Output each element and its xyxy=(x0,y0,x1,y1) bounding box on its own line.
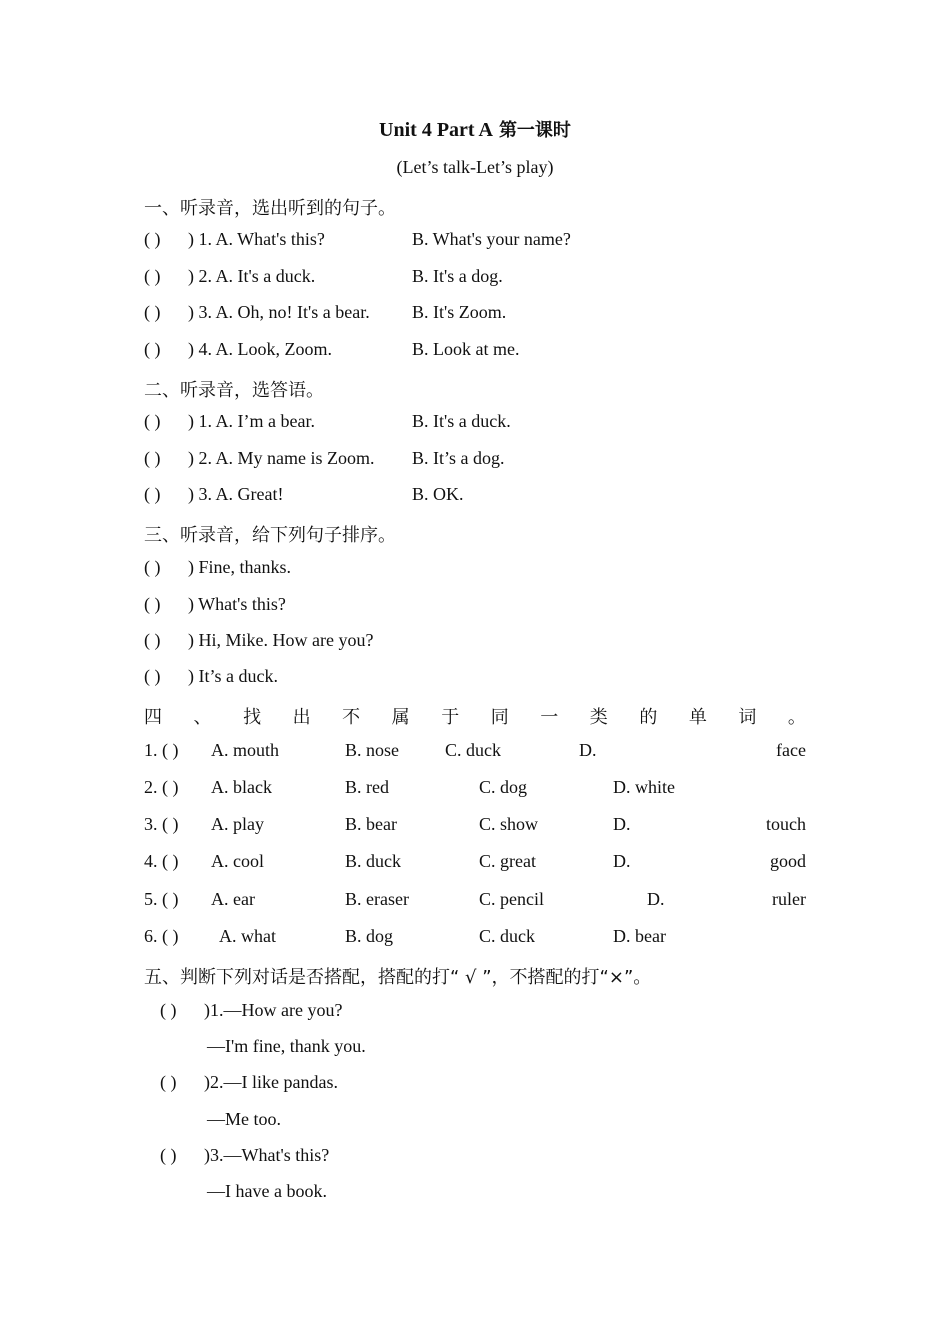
page-subtitle: (Let’s talk-Let’s play) xyxy=(396,157,554,177)
heading-char: 类 xyxy=(589,707,608,728)
option-b: B. It's a dog. xyxy=(412,266,503,286)
question-number[interactable]: 6. ( ) xyxy=(144,926,179,946)
answer-blank[interactable]: ( ) xyxy=(144,484,161,504)
heading-char: 的 xyxy=(639,707,658,728)
heading-char: 于 xyxy=(441,707,460,728)
option-a: ) 1. A. I’m a bear. xyxy=(188,411,315,431)
heading-char: 一 xyxy=(540,707,559,728)
section4-question xyxy=(144,814,806,838)
answer-blank[interactable]: ( ) xyxy=(144,557,161,577)
section4-question xyxy=(144,926,806,950)
option-a: A. ear xyxy=(211,889,255,909)
option-d: D. xyxy=(613,851,631,871)
option-b: B. It's Zoom. xyxy=(412,302,507,322)
section4-question xyxy=(144,740,806,764)
option-a: ) 1. A. What's this? xyxy=(188,229,325,249)
heading-char: 找 xyxy=(243,707,262,728)
option-b: B. duck xyxy=(345,851,401,871)
option-b: B. bear xyxy=(345,814,397,834)
option-b: B. eraser xyxy=(345,889,409,909)
question-number[interactable]: 4. ( ) xyxy=(144,851,179,871)
answer-blank[interactable]: ( ) xyxy=(144,339,161,359)
option-d-word: ruler xyxy=(772,889,806,909)
option-a: A. play xyxy=(211,814,264,834)
option-c: C. dog xyxy=(479,777,528,797)
dialogue-response: —I'm fine, thank you. xyxy=(207,1036,366,1056)
option-b: B. What's your name? xyxy=(412,229,571,249)
answer-blank[interactable]: ( ) xyxy=(160,1000,177,1020)
option-b: B. dog xyxy=(345,926,394,946)
dialogue-question: )2.—I like pandas. xyxy=(204,1072,338,1092)
heading-char: 同 xyxy=(490,707,509,728)
option-b: B. red xyxy=(345,777,389,797)
answer-blank[interactable]: ( ) xyxy=(144,448,161,468)
answer-blank[interactable]: ( ) xyxy=(144,594,161,614)
option-a: ) 2. A. It's a duck. xyxy=(188,266,316,286)
option-a: ) 3. A. Oh, no! It's a bear. xyxy=(188,302,370,322)
question-number[interactable]: 3. ( ) xyxy=(144,814,179,834)
section1-heading: 一、听录音，选出听到的句子。 xyxy=(144,198,396,219)
option-a: ) 2. A. My name is Zoom. xyxy=(188,448,375,468)
option-b: B. nose xyxy=(345,740,399,760)
heading-char: 词 xyxy=(738,707,757,728)
answer-blank[interactable]: ( ) xyxy=(144,411,161,431)
heading-char: 、 xyxy=(193,707,212,728)
option-c: C. duck xyxy=(479,926,535,946)
dialogue-response: —Me too. xyxy=(207,1109,281,1129)
option-c: C. duck xyxy=(445,740,501,760)
answer-blank[interactable]: ( ) xyxy=(144,302,161,322)
answer-blank[interactable]: ( ) xyxy=(144,266,161,286)
option-b: B. Look at me. xyxy=(412,339,520,359)
heading-char: 出 xyxy=(292,707,311,728)
heading-char: 不 xyxy=(342,707,361,728)
section4-question xyxy=(144,889,806,913)
section5-heading: 五、判断下列对话是否搭配，搭配的打“ √ ”，不搭配的打“×”。 xyxy=(144,967,652,988)
title-chinese: 第一课时 xyxy=(498,120,571,141)
option-b: B. OK. xyxy=(412,484,464,504)
section4-heading xyxy=(144,703,806,729)
option-a: ) 4. A. Look, Zoom. xyxy=(188,339,332,359)
option-d: D. xyxy=(579,740,597,760)
dialogue-response: —I have a book. xyxy=(207,1181,327,1201)
page-title xyxy=(0,116,950,142)
option-d: D. white xyxy=(613,777,675,797)
question-number[interactable]: 1. ( ) xyxy=(144,740,179,760)
option-d: D. xyxy=(647,889,665,909)
option-a: A. mouth xyxy=(211,740,280,760)
sentence-text: ) Hi, Mike. How are you? xyxy=(188,630,374,650)
section2-heading: 二、听录音，选答语。 xyxy=(144,380,324,401)
option-a: ) 3. A. Great! xyxy=(188,484,284,504)
option-a: A. black xyxy=(211,777,272,797)
dialogue-question: )1.—How are you? xyxy=(204,1000,343,1020)
heading-char: 四 xyxy=(144,707,162,728)
answer-blank[interactable]: ( ) xyxy=(144,229,161,249)
option-d-word: good xyxy=(770,851,806,871)
option-d: D. bear xyxy=(613,926,666,946)
sentence-text: ) It’s a duck. xyxy=(188,666,278,686)
option-c: C. show xyxy=(479,814,539,834)
option-a: A. what xyxy=(219,926,276,946)
option-a: A. cool xyxy=(211,851,264,871)
heading-char: 。 xyxy=(787,707,806,728)
section4-question xyxy=(144,777,806,801)
heading-char: 单 xyxy=(688,707,707,728)
heading-char: 属 xyxy=(391,707,410,728)
sentence-text: ) Fine, thanks. xyxy=(188,557,291,577)
title-english: Unit 4 Part A xyxy=(379,119,493,141)
dialogue-question: )3.—What's this? xyxy=(204,1145,330,1165)
question-number[interactable]: 2. ( ) xyxy=(144,777,179,797)
option-c: C. pencil xyxy=(479,889,544,909)
sentence-text: ) What's this? xyxy=(188,594,286,614)
option-b: B. It's a duck. xyxy=(412,411,511,431)
option-d-word: touch xyxy=(766,814,806,834)
question-number[interactable]: 5. ( ) xyxy=(144,889,179,909)
answer-blank[interactable]: ( ) xyxy=(144,666,161,686)
section3-heading: 三、听录音，给下列句子排序。 xyxy=(144,525,396,546)
answer-blank[interactable]: ( ) xyxy=(160,1072,177,1092)
option-b: B. It’s a dog. xyxy=(412,448,505,468)
answer-blank[interactable]: ( ) xyxy=(144,630,161,650)
option-c: C. great xyxy=(479,851,536,871)
option-d-word: face xyxy=(776,740,806,760)
answer-blank[interactable]: ( ) xyxy=(160,1145,177,1165)
option-d: D. xyxy=(613,814,631,834)
section4-question xyxy=(144,851,806,875)
